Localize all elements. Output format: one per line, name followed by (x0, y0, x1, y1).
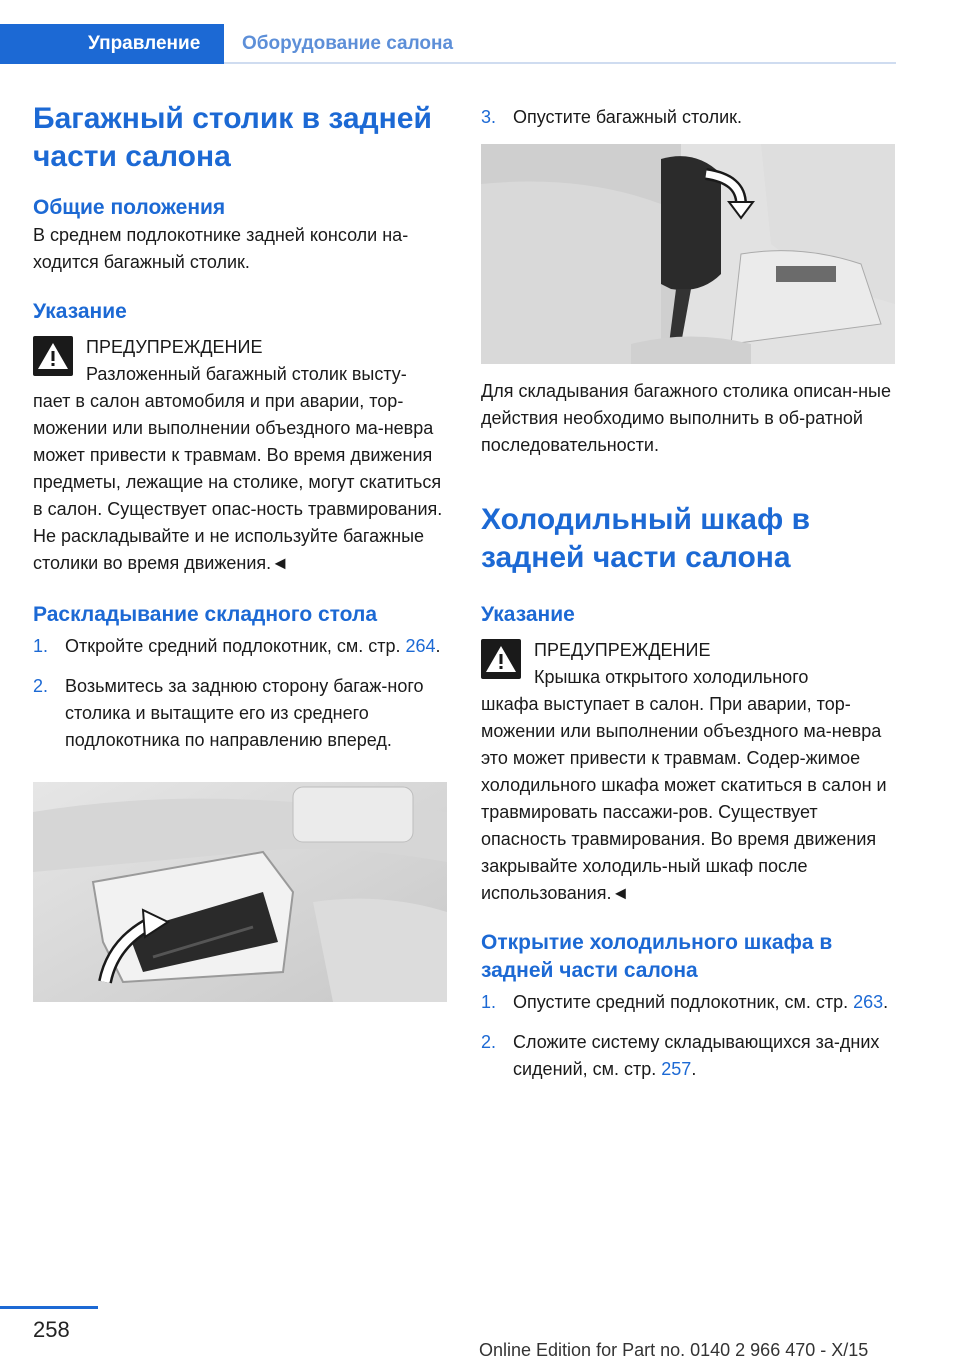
unfold-heading: Раскладывание складного стола (33, 603, 378, 626)
warning-label: ПРЕДУПРЕЖДЕНИЕ (534, 640, 711, 660)
page-link[interactable]: 263 (853, 992, 884, 1012)
edition-text: Online Edition for Part no. 0140 2 966 470 - X/15 (479, 1340, 869, 1360)
warning-block (481, 637, 897, 907)
step-number: 2. (33, 676, 49, 696)
step-number: 2. (481, 1032, 497, 1052)
luggage-table-lower-image (481, 144, 895, 364)
step-text: Опустите средний подлокотник, см. стр. (513, 992, 854, 1012)
page-link[interactable]: 257 (661, 1059, 692, 1079)
step-text: Откройте средний подлокотник, см. стр. (65, 636, 406, 656)
section-title-fridge: Холодильный шкаф в задней части салона (481, 503, 811, 574)
open-fridge-steps (481, 989, 897, 1083)
warning-block (33, 334, 449, 577)
step-number: 1. (481, 992, 497, 1012)
footer-accent-line (0, 1306, 98, 1309)
step-text: Возьмитесь за заднюю сторону багаж-ного столика и вытащите его из среднего подлокотника по направлению вперед. (65, 676, 424, 750)
header-divider (224, 62, 896, 64)
right-column (481, 100, 897, 1096)
warning-text: пает в салон автомобиля и при аварии, тор-можении или выполнении объездного ма-невра может привести к травмам. Во время движения предметы, лежащие на столике, могут скатиться в салон. Существует опас-ность травмирования. Не раскладывайте и не используйте багажные столики во время движения.◄ (33, 391, 443, 573)
general-text: В среднем подлокотнике задней консоли на-ходится багажный столик. (33, 225, 409, 272)
step-text: Сложите систему складывающихся за-дних сидений, см. стр. (513, 1032, 880, 1079)
unfold-steps-continued (481, 104, 897, 131)
step-end: . (435, 636, 441, 656)
warning-first-line: Крышка открытого холодильного (534, 667, 809, 687)
section-title-luggage-table: Багажный столик в задней части салона (33, 102, 432, 173)
step-text: Опустите багажный столик. (513, 107, 743, 127)
luggage-table-pull-image (33, 782, 447, 1002)
list-item (481, 989, 897, 1016)
warning-first-line: Разложенный багажный столик высту- (86, 364, 407, 384)
step-end: . (883, 992, 889, 1012)
tab-interior-equipment[interactable]: Оборудование салона (242, 33, 454, 54)
warning-triangle-icon (481, 639, 521, 679)
tab-controls[interactable]: Управление (0, 24, 224, 64)
warning-label: ПРЕДУПРЕЖДЕНИЕ (86, 337, 263, 357)
list-item (33, 633, 449, 660)
list-item (481, 104, 897, 131)
chapter-header (0, 24, 471, 64)
general-heading: Общие положения (33, 196, 226, 219)
after-text: Для складывания багажного столика описан-ные действия необходимо выполнить в об-ратной последовательности. (481, 381, 891, 455)
list-item (481, 1029, 897, 1083)
step-number: 1. (33, 636, 49, 656)
note-heading: Указание (481, 603, 575, 626)
open-fridge-heading: Открытие холодильного шкафа в задней части салона (481, 931, 833, 982)
page-link[interactable]: 264 (405, 636, 436, 656)
page-number: 258 (33, 1317, 70, 1342)
step-end: . (691, 1059, 697, 1079)
step-number: 3. (481, 107, 497, 127)
note-heading: Указание (33, 300, 127, 323)
warning-triangle-icon (33, 336, 73, 376)
warning-text: шкафа выступает в салон. При аварии, тор-можении или выполнении объездного ма-невра это может привести к травмам. Содер-жимое холодильного шкафа может скатиться в салон и травмировать пассажи-ров. Существует опасность травмирования. Во время движения закрывайте холодиль-ный шкаф после использования.◄ (481, 694, 887, 903)
list-item (33, 673, 449, 754)
unfold-steps (33, 633, 449, 754)
left-column (33, 100, 449, 1002)
